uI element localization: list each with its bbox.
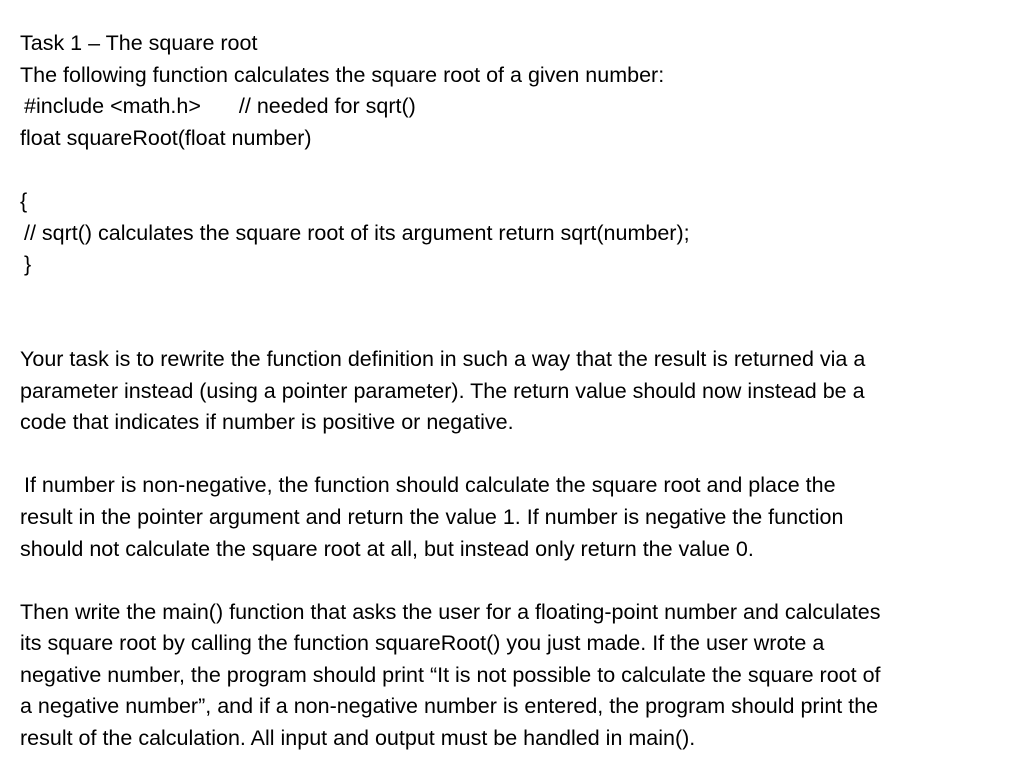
code-include-comment: // needed for sqrt() [238,94,416,119]
code-body: // sqrt() calculates the square root of its argument return sqrt(number); [24,220,690,245]
code-include: #include <math.h> [24,94,201,119]
paragraph-line: result in the pointer argument and return the value 1. If number is negative the function [20,504,844,529]
task-intro: The following function calculates the square root of a given number: [20,62,665,87]
paragraph-task-description [20,344,1010,439]
paragraph-line: negative number, the program should print “It is not possible to calculate the square root of [20,662,881,687]
paragraph-line: Your task is to rewrite the function definition in such a way that the result is returned via a [20,346,866,371]
code-include-line [20,91,1010,123]
paragraph-line: If number is non-negative, the function should calculate the square root and place the [24,473,836,498]
code-close-brace: } [24,252,32,277]
paragraph-line: parameter instead (using a pointer parameter). The return value should now instead be a [20,378,865,403]
paragraph-line: code that indicates if number is positive or negative. [20,410,514,435]
paragraph-line: its square root by calling the function squareRoot() you just made. If the user wrote a [20,631,825,656]
code-open-brace: { [20,188,28,213]
paragraph-line: Then write the main() function that asks the user for a floating-point number and calculates [20,599,881,624]
paragraph-line: a negative number”, and if a non-negative number is entered, the program should print the [20,694,879,719]
task-title: Task 1 – The square root [20,31,258,55]
paragraph-line: result of the calculation. All input and output must be handled in main(). [20,726,696,751]
task-document [20,28,1010,755]
paragraph-function-behavior [20,470,1010,565]
paragraph-main-function [20,597,1010,755]
paragraph-line: should not calculate the square root at all, but instead only return the value 0. [20,536,754,561]
code-snippet [20,91,1010,281]
code-signature: float squareRoot(float number) [20,125,312,150]
